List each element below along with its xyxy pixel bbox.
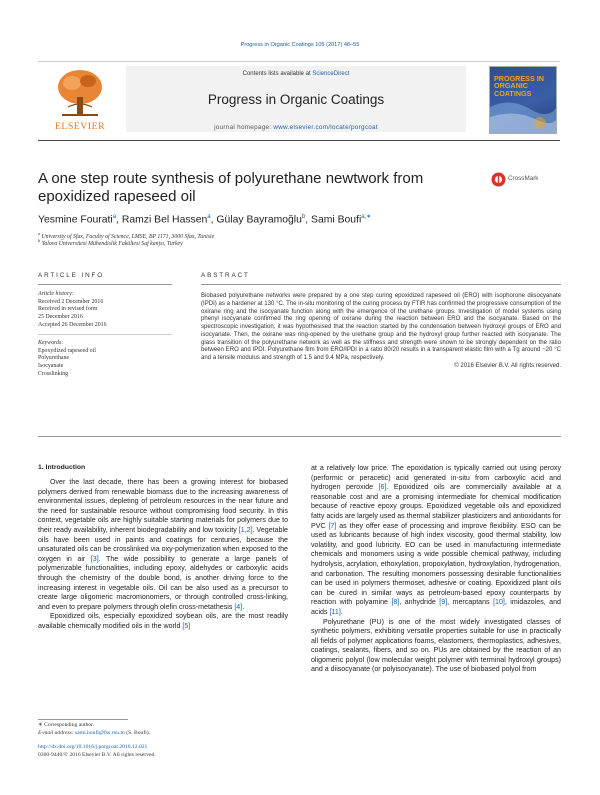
body-text: . bbox=[340, 607, 343, 616]
abstract-paragraph: Biobased polyurethane networks were prepared by a one step curing epoxidized rapeseed oil (ERO) with isophorone diisocyanate (IPDI) as a hardener at 130 °C. The in-situ monitoring of the curing process by FTIR has confirmed the progressive consumption of the oxirane ring and the isocyanate function along with the emergence of the urethane groups. Investigation of model systems using phenyl isocyanate confirmed the ring opening of oxirane during the reaction between ERO and the isocyanate. Based on the spectroscopic investigation, it was hypothesised that the reaction started by the condensation between hydroxyl groups of ERO and isocyanate. Then, the oxirane was ring-opened by the urethane group and the hydroxyl group further reacted with isocyanate. The glass transition of the polyurethane network as well as the stiffness and strength were shown to be strongly dependent on the ratio between ERO and IPDI. Polyurethane film from ERO/IPDI in a ratio 80/20 results in a transparent elastic film with a Tg around −20 °C and a tensile modulus and strength of 1.5 and 9.4 MPa, respectively. bbox=[201, 293, 561, 362]
elsevier-tree-icon bbox=[54, 67, 106, 119]
author-name[interactable]: Sami Boufi bbox=[311, 214, 362, 226]
homepage-link[interactable]: www.elsevier.com/locate/porgcoat bbox=[273, 124, 378, 131]
citation-link[interactable]: [6] bbox=[378, 483, 387, 492]
email-label: E-mail address: bbox=[38, 730, 76, 736]
keyword: Epoxydized rapeseed oil bbox=[38, 347, 96, 354]
keywords-rule bbox=[38, 334, 172, 335]
elsevier-logo bbox=[40, 67, 120, 137]
section-heading-introduction: 1. Introduction bbox=[38, 464, 86, 471]
journal-citation[interactable]: Progress in Organic Coatings 105 (2017) 48–55 bbox=[240, 42, 360, 48]
cover-title: PROGRESS IN ORGANIC COATINGS bbox=[494, 74, 544, 98]
abstract-end-rule bbox=[38, 436, 561, 437]
author-name[interactable]: Gülay Bayramoğlu bbox=[216, 214, 302, 226]
sciencedirect-link[interactable]: ScienceDirect bbox=[312, 71, 350, 77]
keyword: Isocyanate bbox=[38, 363, 64, 370]
affiliation-marker: a bbox=[38, 231, 40, 236]
history-label: Article history: bbox=[38, 291, 74, 297]
body-paragraph bbox=[311, 464, 561, 618]
body-paragraph bbox=[38, 612, 288, 631]
publisher-logo-text: ELSEVIER bbox=[54, 121, 106, 132]
body-paragraph bbox=[38, 478, 288, 612]
body-text: at a relatively low price. The epoxidation is typically carried out using peroxy (performic or peracetic) acid generated in-situ from carboxylic acid and hydrogen peroxide bbox=[311, 464, 561, 492]
article-title: A one step route synthesis of polyurethane newtwork from epoxidized rapeseed oil bbox=[38, 170, 424, 205]
author-list: Yesmine Fourati$^a$, Ramzi Bel Hassen$^a$, Gülay Bayramoğlu$^b$, Sami Boufi$^{a,∗}$ bbox=[38, 214, 372, 226]
journal-title: Progress in Organic Coatings bbox=[207, 92, 385, 107]
affiliation-b bbox=[38, 238, 438, 247]
body-text: . bbox=[242, 602, 245, 611]
body-text: Epoxidized oils, especially epoxidized soybean oils, are the most readily available chemically modified oils in the world bbox=[38, 612, 288, 630]
abstract-heading: ABSTRACT bbox=[201, 272, 250, 279]
citation-link[interactable]: [3] bbox=[90, 554, 99, 563]
author-name[interactable]: Yesmine Fourati bbox=[38, 214, 113, 226]
keywords-label: Keywords: bbox=[38, 340, 64, 346]
crossmark-icon bbox=[491, 172, 506, 187]
citation-link[interactable]: [7] bbox=[328, 521, 337, 530]
author-affiliation-marker: a bbox=[207, 214, 211, 220]
body-text: , anhydride bbox=[399, 598, 440, 607]
citation-link[interactable]: [5] bbox=[182, 621, 191, 630]
email-suffix: (S. Boufi). bbox=[124, 730, 151, 736]
journal-cover-image[interactable] bbox=[489, 66, 557, 134]
body-paragraph bbox=[311, 618, 561, 676]
affiliation-text: Yalova Üniversitesi Mühendislik Fakültesi Saf kanjsı, Turkey bbox=[41, 240, 183, 247]
journal-homepage bbox=[126, 124, 466, 131]
citation-link[interactable]: [10] bbox=[493, 598, 505, 607]
abstract-copyright: © 2016 Elsevier B.V. All rights reserved. bbox=[454, 362, 561, 369]
body-text: , mercaptans bbox=[447, 598, 494, 607]
citation-link[interactable]: [8] bbox=[391, 598, 400, 607]
citation-link[interactable]: [11] bbox=[329, 607, 341, 616]
affiliation-marker: b bbox=[38, 238, 41, 243]
body-text: Over the last decade, there has been a growing interest for biobased polymers derived from renewable biomass due to the increasing awareness of environmental issues, depleting of petroleum resources in the near future and the need for sustainable resource without compromising food security. In this context, vegetable oils are highly suitable starting materials for polymers due to their ready availability, inherent biodegradability and low toxicity bbox=[38, 478, 288, 534]
keyword: Crosslinking bbox=[38, 370, 69, 377]
footnote-rule bbox=[38, 719, 128, 720]
history-entry: 25 December 2016 bbox=[38, 314, 83, 321]
article-info-rule bbox=[38, 284, 172, 285]
citation-link[interactable]: [9] bbox=[439, 598, 448, 607]
body-column-left bbox=[38, 478, 288, 632]
doi-link[interactable]: http://dx.doi.org/10.1016/j.porgcoat.2016.12.021 bbox=[38, 744, 148, 750]
body-text: . The wide possibility to generate a large panels of polymerizable functionalities, including epoxy, aldehydes or carboxylic acids through the chemistry of the double bond, is another driving force to the increasing interest in vegetable oils. Oil can be also used as a precursor to create large oligomeric macromonomers, or through controlled cross-linking, and even to prepare polymers through olefin cross-metathesis bbox=[38, 554, 288, 611]
body-text: . Epoxidized oils are commercially available at a reasonable cost and are a promising intermediate for chemical modification because of reactive epoxy groups. Epoxidized vegetable oils and epoxidized fatty acids are largely used as thermal stabilizer plasticizers and antioxidants for PVC bbox=[311, 483, 561, 530]
body-text: Polyurethane (PU) is one of the most widely investigated classes of synthetic polymers, exhibiting versatile properties suitable for use in practically all fields of polymer applications foams, elastomers, thermoplastics, adhesives, coatings, sealants, fibers, and so on. PUs are obtained by the reaction of an oligomeric polyol (low molecular weight polymer with terminal hydroxyl groups) and a diisocyanate (or polyisocyanate). The use of biobased polyol from bbox=[311, 617, 561, 674]
body-text: , imidazoles, and acids bbox=[311, 598, 561, 616]
contents-availability bbox=[126, 71, 466, 77]
author-affiliation-marker: a bbox=[112, 214, 117, 220]
homepage-prefix: journal homepage: bbox=[214, 124, 274, 131]
corresponding-author-note: ∗ Corresponding author. bbox=[38, 722, 95, 728]
email-link[interactable]: sami.boufi@fss.rnu.tn bbox=[75, 730, 125, 736]
abstract-body bbox=[201, 293, 561, 371]
body-text: as they offer ease of processing and improve flexibility. ESO can be used as lubricants because of high index viscosity, good thermal stability, low volatility, and good lubricity. EO can be used in manufacturing intermediate chemicals and monomers using a wide possible chemical pathway, including hydrolysis, acrylation, ethoxylation, propoxylation, hydroxylation, hydrogenation, and carbonation. The resulting monomers possessing desirable functionalities can be used in polymers thermoset, adhesive or coating. Epoxidized plant oils can be cured in similar ways as petroleum-based epoxy counterparts by reaction with polyamine bbox=[311, 521, 561, 607]
history-entry: Received 2 December 2016 bbox=[38, 298, 104, 305]
cover-artwork bbox=[490, 97, 557, 134]
article-history bbox=[38, 291, 168, 330]
author-affiliation-marker: a,∗ bbox=[361, 214, 372, 220]
affiliation-text: University of Sfax, Faculty of Science, LMSE, BP 1171, 3000 Sfax, Tunisie bbox=[41, 233, 215, 240]
contents-prefix: Contents lists available at bbox=[242, 71, 313, 77]
crossmark-label: CrossMark bbox=[508, 175, 539, 182]
keywords-block bbox=[38, 340, 168, 379]
body-column-right bbox=[311, 464, 561, 675]
abstract-rule bbox=[201, 284, 561, 285]
author-affiliation-marker: b bbox=[301, 214, 306, 220]
email-note bbox=[38, 730, 298, 738]
citation-link[interactable]: [1,2] bbox=[238, 525, 253, 534]
keyword: Polyurethane bbox=[38, 355, 70, 362]
history-entry: Received in revised form bbox=[38, 306, 98, 313]
issn-line: 0300-9440/© 2016 Elsevier B.V. All rights reserved. bbox=[38, 752, 156, 758]
citation-link[interactable]: [4] bbox=[234, 602, 243, 611]
body-text: . Vegetable oils have been used in paints and coatings for centuries, because the unsaturated oils can be crosslinked via oxy-polymerization when exposed to the oxygen in air bbox=[38, 525, 288, 563]
history-entry: Accepted 26 December 2016 bbox=[38, 321, 107, 328]
crossmark-badge[interactable] bbox=[491, 172, 551, 188]
author-name[interactable]: Ramzi Bel Hassen bbox=[121, 214, 208, 226]
article-info-heading: ARTICLE INFO bbox=[38, 272, 105, 279]
